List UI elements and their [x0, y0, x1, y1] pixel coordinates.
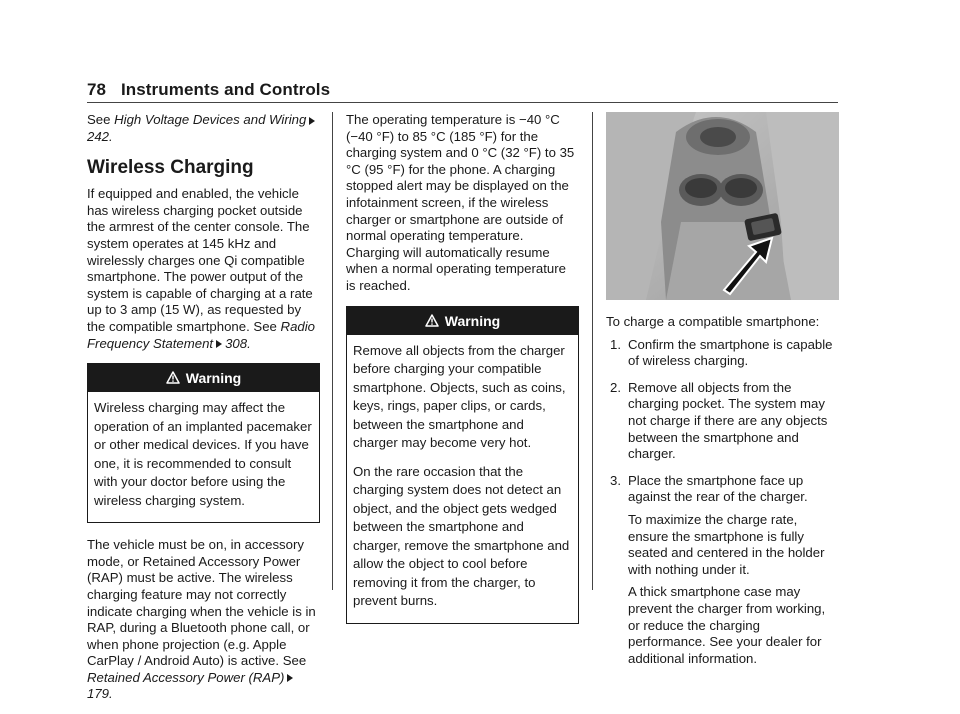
steps-intro: To charge a compatible smartphone: — [606, 314, 820, 329]
column-divider — [592, 112, 593, 590]
list-item: 3. Place the smartphone face up against the rear of the charger. To maximize the charge rate, ensure the smartphone is fully seated and centered in the holder with nothing under it. A thick smartphone case may prevent the charger from working, or reduce the charging performance. See your dealer for additional information. — [606, 473, 840, 668]
warning-header: Warning — [347, 307, 578, 335]
intro-paragraph: If equipped and enabled, the vehicle has wireless charging pocket outside the armrest of the center console. The system operates at 145 kHz and wirelessly charges one Qi compatible smartphone. The power output of the system is capable of charging at a rate up to 3 amp (15 W), as requested by the compatible smartphone. See Radio Frequency Statement 308. — [87, 186, 316, 351]
page-ref-arrow-icon — [216, 340, 222, 348]
warning-box — [87, 363, 320, 523]
console-charger-illustration — [606, 112, 839, 300]
column-2 — [346, 112, 579, 638]
section-title: Wireless Charging — [87, 157, 254, 179]
warning-triangle-icon — [166, 365, 180, 393]
page-header — [87, 80, 330, 100]
page-ref-arrow-icon — [287, 674, 293, 682]
step-note: A thick smartphone case may prevent the charger from working, or reduce the charging performance. See your dealer for additional information. — [628, 584, 826, 666]
operating-conditions-paragraph: The vehicle must be on, in accessory mode, or Retained Accessory Power (RAP) must be active. The wireless charging feature may not correctly indicate charging when the vehicle is in RAP, during a Bluetooth phone call, or when phone projection (e.g. Apple CarPlay / Android Auto) is active. See Retained Accessory Power (RAP)179. — [87, 537, 316, 702]
column-3 — [606, 314, 840, 677]
warning-text: On the rare occasion that the charging system does not detect an object, and the object gets wedged between the smartphone and charger, remove the smartphone and allow the object to cool before removing it from the charger, to prevent burns. — [353, 463, 570, 609]
page-number: 78 — [87, 80, 107, 99]
column-divider — [332, 112, 333, 590]
list-item: 1. Confirm the smartphone is capable of wireless charging. — [610, 336, 833, 369]
column-1 — [87, 112, 320, 714]
warning-header: Warning — [88, 364, 319, 392]
cross-reference-page[interactable]: 242. — [87, 128, 113, 144]
steps-list — [606, 337, 840, 668]
warning-triangle-icon — [425, 308, 439, 336]
cross-reference-page[interactable]: 179. — [87, 686, 113, 702]
cross-reference-page[interactable]: 308. — [225, 335, 251, 351]
list-item: 2. Remove all objects from the charging pocket. The system may not charge if there are any objects between the smartphone and charger. — [610, 379, 828, 462]
temperature-paragraph: The operating temperature is −40 °C (−40 °F) to 85 °C (185 °F) for the charging system and 0 °C (32 °F) to 35 °C (95 °F) for the phone. A charging stopped alert may be displayed on the infotainment screen, if the wireless charger or smartphone are outside of normal operating temperature. Charging will automatically resume when a normal operating temperature is reached. — [346, 112, 575, 293]
cross-reference-link[interactable]: Retained Accessory Power (RAP) — [87, 669, 285, 685]
page-ref-arrow-icon — [309, 117, 315, 125]
cross-reference-link[interactable]: High Voltage Devices and Wiring — [114, 112, 307, 127]
warning-box — [346, 306, 579, 624]
chapter-title: Instruments and Controls — [120, 80, 331, 99]
warning-text: Wireless charging may affect the operation of an implanted pacemaker or other medical devices. If you have one, it is recommended to consult with your doctor before using the wireless charging system. — [94, 400, 312, 508]
step-note: To maximize the charge rate, ensure the smartphone is fully seated and centered in the holder with nothing under it. — [628, 511, 825, 577]
header-rule — [87, 102, 838, 103]
cross-reference-link[interactable]: Radio Frequency Statement — [87, 318, 316, 351]
warning-text: Remove all objects from the charger before charging your compatible smartphone. Objects, such as coins, keys, rings, paper clips, or cards, between the smartphone and charger may become very hot. — [353, 342, 566, 451]
see-reference: See High Voltage Devices and Wiring242. — [87, 112, 320, 145]
